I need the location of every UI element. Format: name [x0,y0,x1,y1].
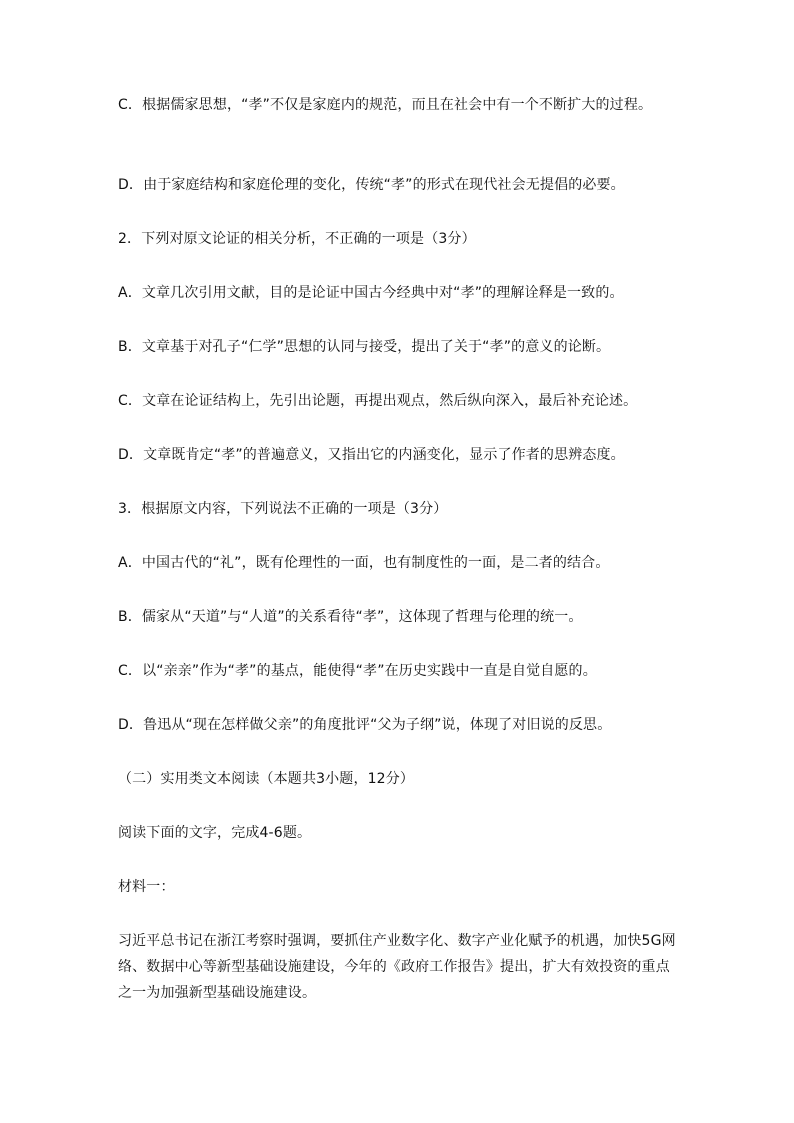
question-2-line: 2．下列对原文论证的相关分析，不正确的一项是（3分） [118,231,476,247]
question-2-option-c: C．文章在论证结构上，先引出论题，再提出观点，然后纵向深入，最后补充论述。 [118,393,638,409]
option-d-line: D．由于家庭结构和家庭伦理的变化，传统“孝”的形式在现代社会无提倡的必要。 [118,177,625,193]
reading-instruction: 阅读下面的文字，完成4-6题。 [118,825,312,841]
question-3-option-b: B．儒家从“天道”与“人道”的关系看待“孝”，这体现了哲理与伦理的统一。 [118,609,583,625]
option-c-line: C．根据儒家思想，“孝”不仅是家庭内的规范，而且在社会中有一个不断扩大的过程。 [118,97,653,113]
question-2-option-b: B．文章基于对孔子“仁学”思想的认同与接受，提出了关于“孝”的意义的论断。 [118,339,611,355]
question-3-option-d: D．鲁迅从“现在怎样做父亲”的角度批评“父为子纲”说，体现了对旧说的反思。 [118,717,612,733]
question-2-option-a: A．文章几次引用文献，目的是论证中国古今经典中对“孝”的理解诠释是一致的。 [118,285,624,301]
section-heading: （二）实用类文本阅读（本题共3小题，12分） [118,771,415,787]
question-2-option-d: D．文章既肯定“孝”的普遍意义，又指出它的内涵变化，显示了作者的思辨态度。 [118,447,625,463]
question-3-option-c: C．以“亲亲”作为“孝”的基点，能使得“孝”在历史实践中一直是自觉自愿的。 [118,663,597,679]
question-3-option-a: A．中国古代的“礼”，既有伦理性的一面，也有制度性的一面，是二者的结合。 [118,555,610,571]
material-label: 材料一： [118,879,175,895]
material-paragraph: 习近平总书记在浙江考察时强调，要抓住产业数字化、数字产业化赋予的机遇，加快5G网络、数据中心等新型基础设施建设，今年的《政府工作报告》提出，扩大有效投资的重点之一为加强新型基础设施建设。 [118,933,676,1001]
question-3-line: 3．根据原文内容，下列说法不正确的一项是（3分） [118,501,448,517]
